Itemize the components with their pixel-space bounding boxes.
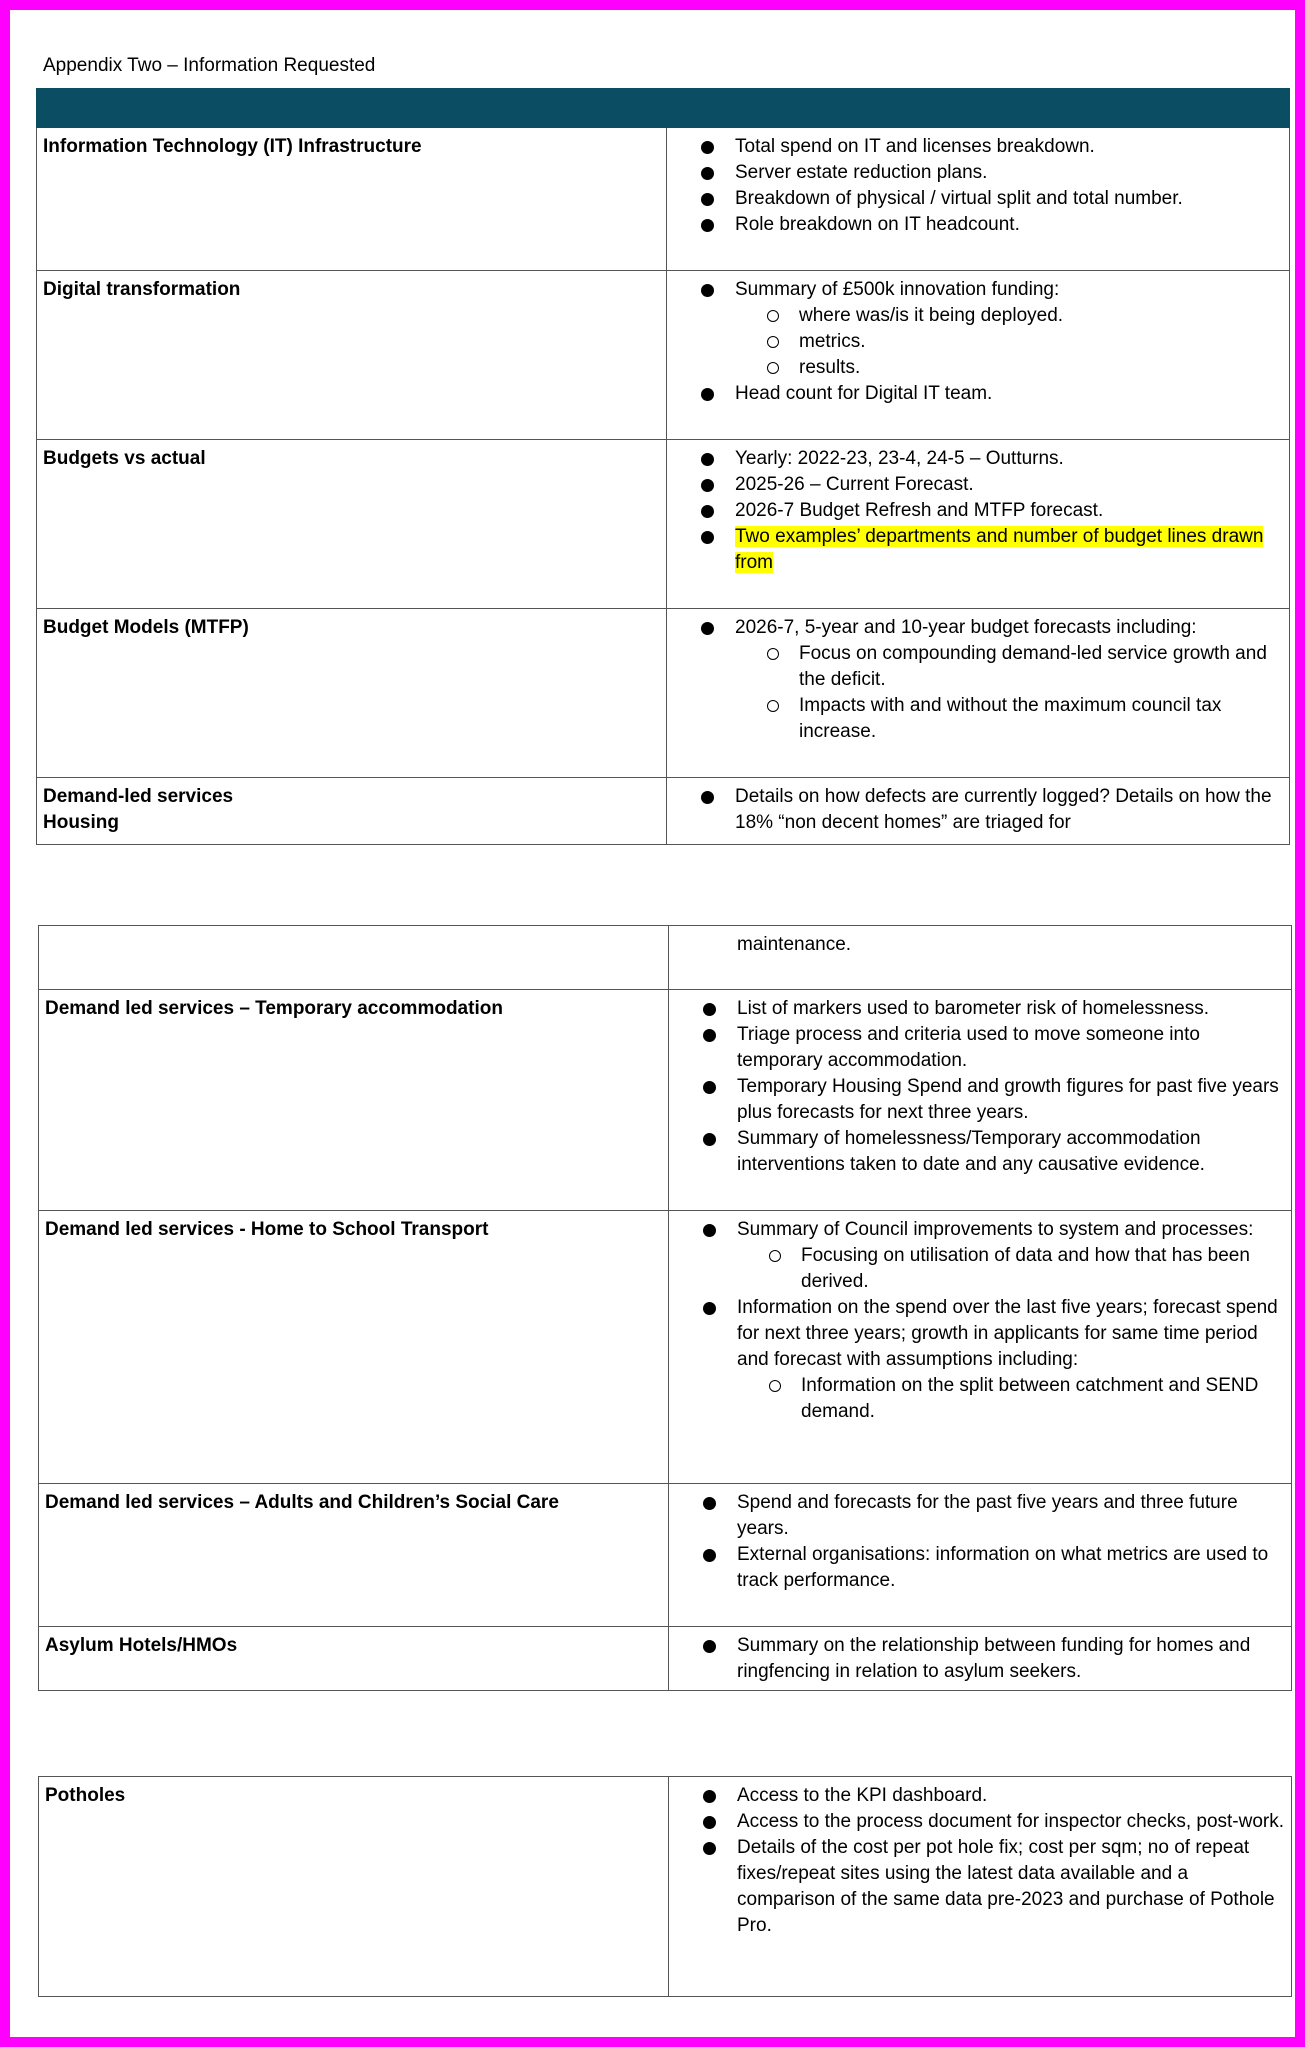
list-item: Temporary Housing Spend and growth figures for past five years plus forecasts for next three years. <box>737 1074 1287 1126</box>
row-topic: Potholes <box>39 1777 669 1997</box>
list-item-text: Summary of Council improvements to system and processes: <box>737 1219 1254 1240</box>
list-item <box>737 1217 1287 1295</box>
list-item-text: Information on the spend over the last five years; forecast spend for next three years; growth in applicants for same time period and forecast with assumptions including: <box>737 1297 1278 1370</box>
row-topic: Information Technology (IT) Infrastructure <box>37 128 667 271</box>
row-topic: Demand led services - Home to School Transport <box>39 1211 669 1484</box>
row-topic-line: Housing <box>43 812 119 833</box>
bullet-list <box>677 1490 1287 1594</box>
row-details <box>669 1627 1292 1691</box>
list-item: Role breakdown on IT headcount. <box>735 212 1285 238</box>
table-header-row <box>37 89 1290 128</box>
list-item: Summary of homelessness/Temporary accommodation interventions taken to date and any causative evidence. <box>737 1126 1287 1178</box>
document-page <box>10 10 1295 2037</box>
row-details <box>667 271 1290 440</box>
sub-bullet-list <box>737 1243 1287 1295</box>
row-details <box>667 128 1290 271</box>
table-row <box>37 271 1290 440</box>
row-topic <box>39 926 669 990</box>
sub-list-item: Information on the split between catchment and SEND demand. <box>801 1373 1287 1425</box>
row-topic-line: Demand-led services <box>43 786 234 807</box>
table-row <box>39 1211 1292 1484</box>
row-topic: Budgets vs actual <box>37 440 667 609</box>
row-details <box>667 778 1290 845</box>
table-row <box>39 990 1292 1211</box>
table-row <box>37 128 1290 271</box>
info-table-1 <box>36 88 1290 845</box>
list-item <box>735 615 1285 745</box>
row-topic: Digital transformation <box>37 271 667 440</box>
bullet-list <box>675 784 1285 836</box>
list-item: Yearly: 2022-23, 23-4, 24-5 – Outturns. <box>735 446 1285 472</box>
bullet-list <box>675 446 1285 576</box>
list-item <box>737 1295 1287 1425</box>
sub-list-item: where was/is it being deployed. <box>799 303 1285 329</box>
row-details <box>669 990 1292 1211</box>
sub-bullet-list <box>735 303 1285 381</box>
header-cell <box>37 89 667 128</box>
list-item: List of markers used to barometer risk of homelessness. <box>737 996 1287 1022</box>
sub-list-item: metrics. <box>799 329 1285 355</box>
list-item: Access to the process document for inspector checks, post-work. <box>737 1809 1287 1835</box>
row-topic: Asylum Hotels/HMOs <box>39 1627 669 1691</box>
sub-list-item: Impacts with and without the maximum council tax increase. <box>799 693 1285 745</box>
row-details <box>669 1211 1292 1484</box>
bullet-list <box>675 277 1285 407</box>
row-details <box>669 926 1292 990</box>
list-item: 2025-26 – Current Forecast. <box>735 472 1285 498</box>
table-row <box>39 926 1292 990</box>
table-row <box>37 440 1290 609</box>
info-table-2 <box>38 925 1292 1691</box>
bullet-list <box>677 1633 1287 1685</box>
list-item: Total spend on IT and licenses breakdown. <box>735 134 1285 160</box>
sub-list-item: results. <box>799 355 1285 381</box>
list-item: Details of the cost per pot hole fix; cost per sqm; no of repeat fixes/repeat sites using the latest data available and a comparison of the same data pre-2023 and purchase of Pothole Pro. <box>737 1835 1287 1939</box>
sub-bullet-list <box>735 641 1285 745</box>
highlighted-text: Two examples’ departments and number of budget lines drawn from <box>735 526 1264 573</box>
continued-text: maintenance. <box>737 934 852 955</box>
row-details <box>669 1484 1292 1627</box>
list-item: Access to the KPI dashboard. <box>737 1783 1287 1809</box>
list-item: Head count for Digital IT team. <box>735 381 1285 407</box>
list-item <box>735 524 1285 576</box>
list-item: Breakdown of physical / virtual split and total number. <box>735 186 1285 212</box>
header-cell <box>667 89 1290 128</box>
row-topic <box>37 778 667 845</box>
list-item <box>735 277 1285 381</box>
list-item: Details on how defects are currently logged? Details on how the 18% “non decent homes” are triaged for <box>735 784 1285 836</box>
list-item: Spend and forecasts for the past five years and three future years. <box>737 1490 1287 1542</box>
list-item: Server estate reduction plans. <box>735 160 1285 186</box>
list-item: Triage process and criteria used to move someone into temporary accommodation. <box>737 1022 1287 1074</box>
list-item: Summary on the relationship between funding for homes and ringfencing in relation to asylum seekers. <box>737 1633 1287 1685</box>
row-details <box>667 609 1290 778</box>
table-row <box>39 1484 1292 1627</box>
table-row <box>39 1627 1292 1691</box>
page-title: Appendix Two – Information Requested <box>43 55 376 76</box>
sub-list-item: Focusing on utilisation of data and how that has been derived. <box>801 1243 1287 1295</box>
table-row <box>37 778 1290 845</box>
list-item-text: 2026-7, 5-year and 10-year budget forecasts including: <box>735 617 1197 638</box>
row-topic: Budget Models (MTFP) <box>37 609 667 778</box>
bullet-list <box>677 996 1287 1178</box>
row-topic: Demand led services – Temporary accommodation <box>39 990 669 1211</box>
list-item: External organisations: information on what metrics are used to track performance. <box>737 1542 1287 1594</box>
bullet-list <box>677 1783 1287 1939</box>
row-topic: Demand led services – Adults and Children’s Social Care <box>39 1484 669 1627</box>
row-details <box>667 440 1290 609</box>
list-item: 2026-7 Budget Refresh and MTFP forecast. <box>735 498 1285 524</box>
sub-bullet-list <box>737 1373 1287 1425</box>
table-row <box>39 1777 1292 1997</box>
bullet-list <box>675 615 1285 745</box>
bullet-list <box>677 1217 1287 1425</box>
sub-list-item: Focus on compounding demand-led service growth and the deficit. <box>799 641 1285 693</box>
row-details <box>669 1777 1292 1997</box>
list-item-text: Summary of £500k innovation funding: <box>735 279 1060 300</box>
bullet-list <box>675 134 1285 238</box>
info-table-3 <box>38 1776 1292 1997</box>
table-row <box>37 609 1290 778</box>
